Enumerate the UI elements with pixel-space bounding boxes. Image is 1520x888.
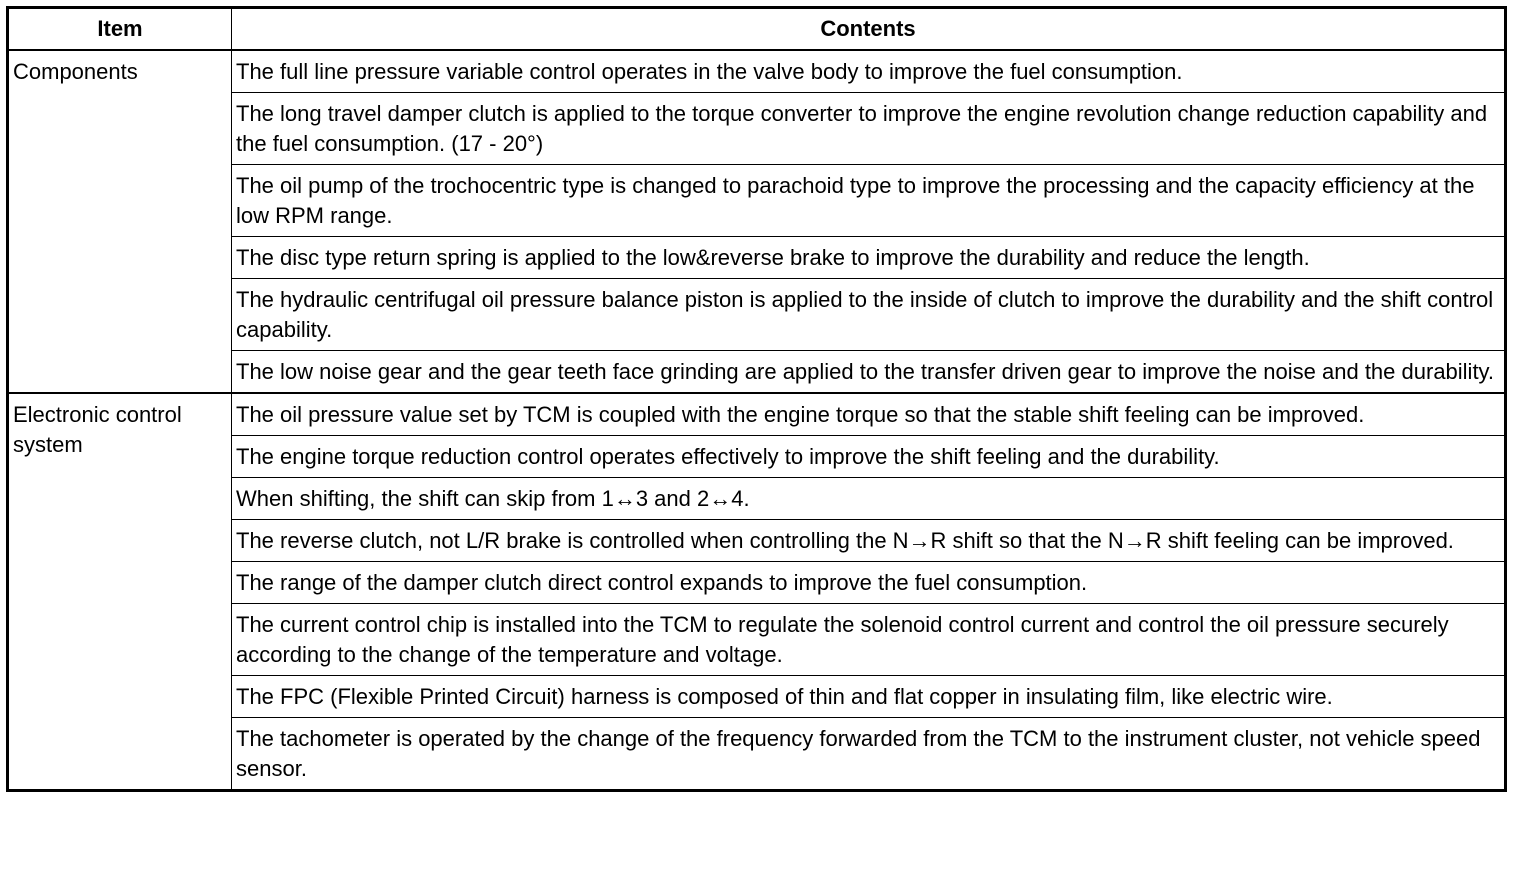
table-row [8,520,1506,562]
contents-cell: The hydraulic centrifugal oil pressure balance piston is applied to the inside of clutch to improve the durability and the shift control capability. [232,279,1506,351]
contents-cell: The engine torque reduction control operates effectively to improve the shift feeling and the durability. [232,436,1506,478]
table-row [8,393,1506,436]
contents-cell: The reverse clutch, not L/R brake is controlled when controlling the N→R shift so that the N→R shift feeling can be improved. [232,520,1506,562]
item-cell-components: Components [8,50,232,393]
contents-cell: When shifting, the shift can skip from 1↔3 and 2↔4. [232,478,1506,520]
table-row [8,676,1506,718]
table-row [8,50,1506,93]
table-row [8,562,1506,604]
contents-cell: The FPC (Flexible Printed Circuit) harness is composed of thin and flat copper in insulating film, like electric wire. [232,676,1506,718]
table-row [8,279,1506,351]
contents-cell: The full line pressure variable control operates in the valve body to improve the fuel consumption. [232,50,1506,93]
contents-cell: The range of the damper clutch direct control expands to improve the fuel consumption. [232,562,1506,604]
table-row [8,165,1506,237]
contents-cell: The long travel damper clutch is applied to the torque converter to improve the engine revolution change reduction capability and the fuel consumption. (17 - 20°) [232,93,1506,165]
contents-cell: The oil pump of the trochocentric type is changed to parachoid type to improve the processing and the capacity efficiency at the low RPM range. [232,165,1506,237]
contents-cell: The oil pressure value set by TCM is coupled with the engine torque so that the stable shift feeling can be improved. [232,393,1506,436]
spec-table [6,6,1507,792]
table-row [8,604,1506,676]
contents-cell: The low noise gear and the gear teeth face grinding are applied to the transfer driven gear to improve the noise and the durability. [232,351,1506,394]
table-row [8,436,1506,478]
table-row [8,237,1506,279]
contents-cell: The tachometer is operated by the change of the frequency forwarded from the TCM to the instrument cluster, not vehicle speed sensor. [232,718,1506,791]
header-contents: Contents [232,8,1506,51]
item-cell-electronic-control-system: Electronic control system [8,393,232,791]
table-row [8,718,1506,791]
table-row [8,478,1506,520]
table-row [8,351,1506,394]
header-row [8,8,1506,51]
header-item: Item [8,8,232,51]
contents-cell: The current control chip is installed into the TCM to regulate the solenoid control current and control the oil pressure securely according to the change of the temperature and voltage. [232,604,1506,676]
table-row [8,93,1506,165]
contents-cell: The disc type return spring is applied to the low&reverse brake to improve the durability and reduce the length. [232,237,1506,279]
